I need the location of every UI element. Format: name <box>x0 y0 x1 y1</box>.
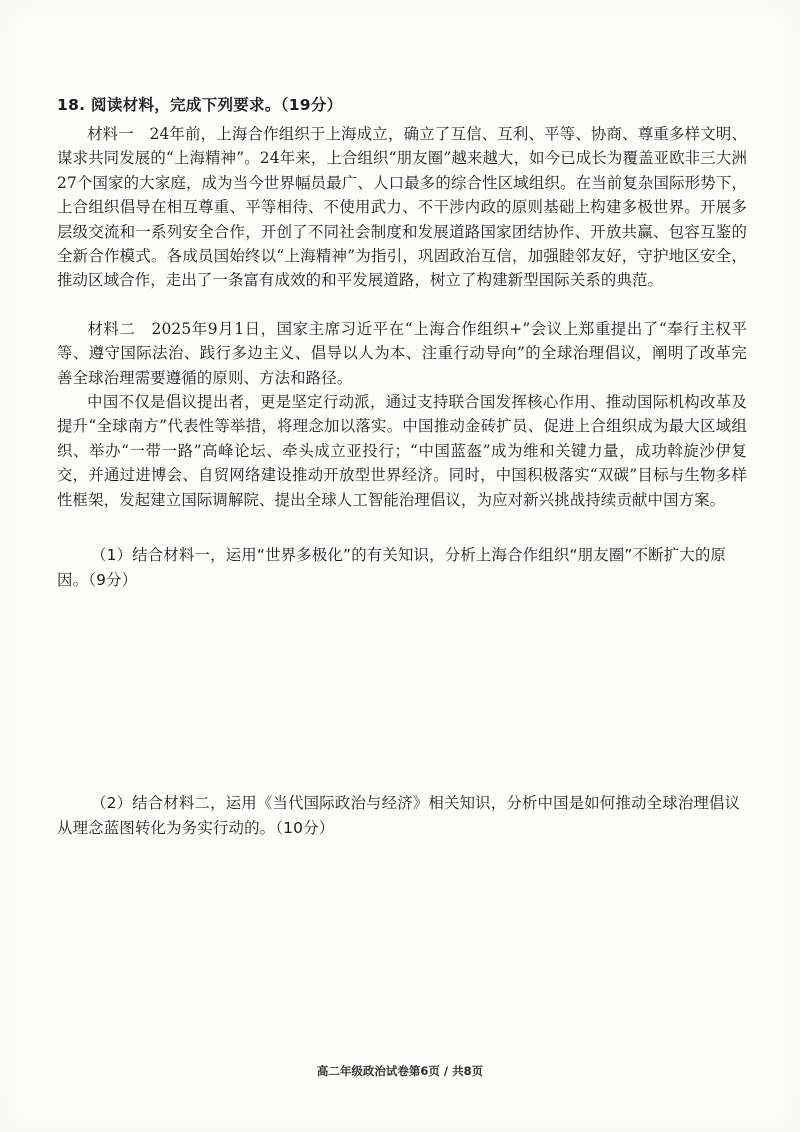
sub-question-2-text: （2）结合材料二，运用《当代国际政治与经济》相关知识，分析中国是如何推动全球治理倡议从理念蓝图转化为务实行动的。（10分） <box>57 794 741 837</box>
material-one-text: 材料一 24年前，上海合作组织于上海成立，确立了互信、互利、平等、协商、尊重多样文明、谋求共同发展的“上海精神”。24年来，上合组织“朋友圈”越来越大，如今已成长为覆盖亚欧非三大洲27个国家的大家庭，成为当今世界幅员最广、人口最多的综合性区域组织。在当前复杂国际形势下，上合组织倡导在相互尊重、平等相待、不使用武力、不干涉内政的原则基础上构建多极世界。开展多层级交流和一系列安全合作，开创了不同社会制度和发展道路国家团结协作、开放共赢、包容互鉴的全新合作模式。各成员国始终以“上海精神”为指引，巩固政治互信，加强睦邻友好，守护地区安全，推动区域合作，走出了一条富有成效的和平发展道路，树立了构建新型国际关系的典范。 <box>57 125 747 290</box>
material-two-continued-text: 中国不仅是倡议提出者，更是坚定行动派，通过支持联合国发挥核心作用、推动国际机构改革及提升“全球南方”代表性等举措，将理念加以落实。中国推动金砖扩员、促进上合组织成为最大区域组织、举办“一带一路”高峰论坛、牵头成立亚投行；“中国蓝盔”成为维和关键力量，成功斡旋沙伊复交，并通过进博会、自贸网络建设推动开放型世界经济。同时，中国积极落实“双碳”目标与生物多样性框架，发起建立国际调解院、提出全球人工智能治理倡议，为应对新兴挑战持续贡献中国方案。 <box>57 393 747 509</box>
material-two-text: 材料二 2025年9月1日，国家主席习近平在“上海合作组织+”会议上郑重提出了“奉行主权平等、遵守国际法治、践行多边主义、倡导以人为本、注重行动导向”的全球治理倡议，阐明了改革完善全球治理需要遵循的原则、方法和路径。 <box>57 320 747 387</box>
question-title: 18. 阅读材料，完成下列要求。（19分） <box>57 96 343 114</box>
sub-question-1 <box>57 543 747 593</box>
sub-question-1-text: （1）结合材料一，运用“世界多极化”的有关知识，分析上海合作组织“朋友圈”不断扩大的原因。（9分） <box>57 546 727 589</box>
material-one <box>57 122 747 293</box>
sub-question-2 <box>57 791 747 841</box>
page-footer: 高二年级政治试卷第6页 / 共8页 <box>316 1064 484 1078</box>
material-two <box>57 317 747 390</box>
material-two-continued <box>57 390 747 512</box>
